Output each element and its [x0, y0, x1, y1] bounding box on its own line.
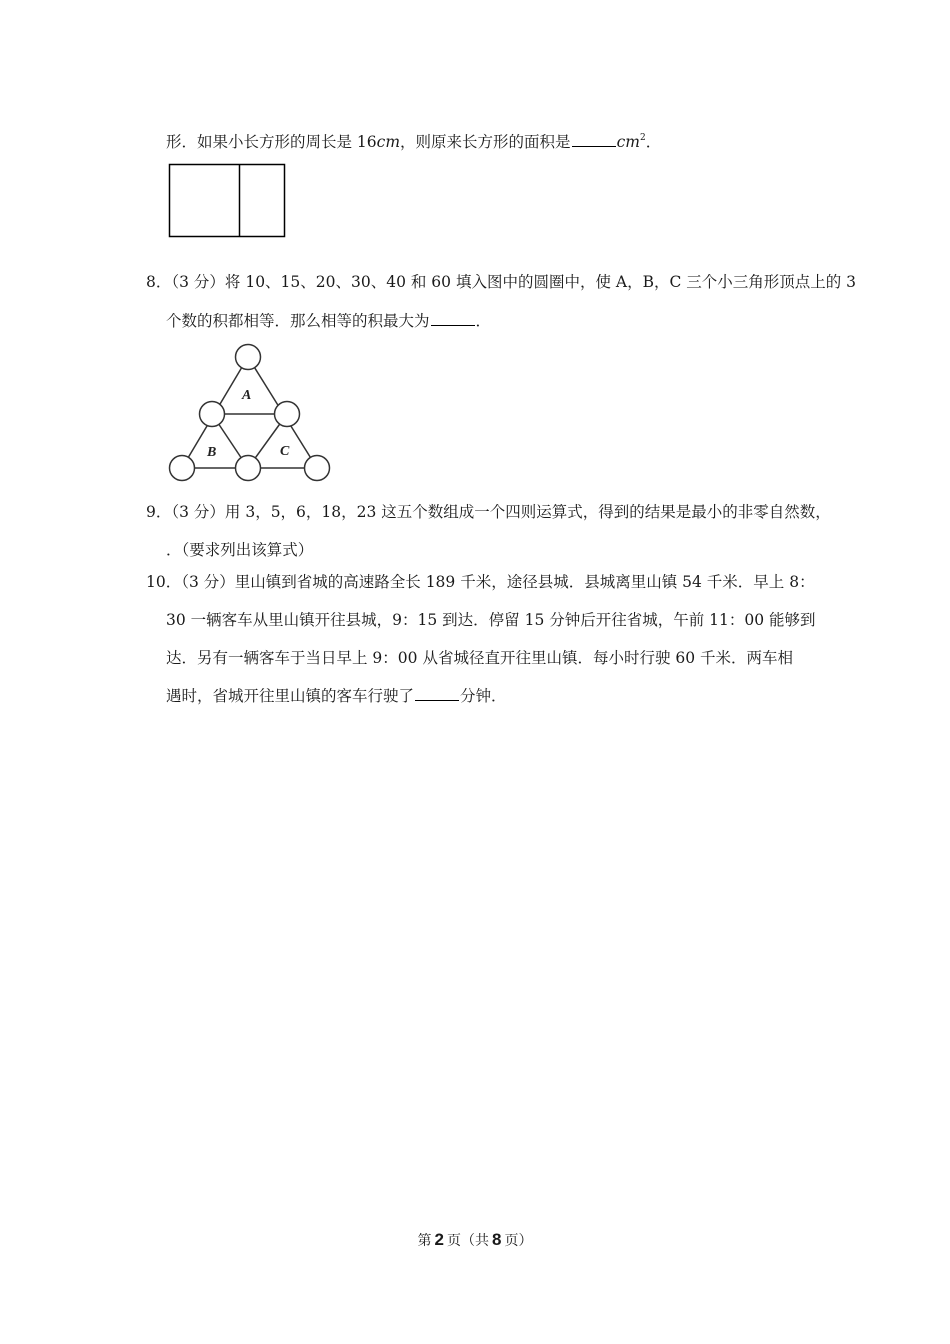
q8-line2 — [166, 311, 491, 331]
q7-text-mid: ，则原来长方形的面积是 — [400, 133, 571, 151]
circle-bottom-right — [305, 456, 330, 481]
footer-suffix: 页） — [504, 1233, 533, 1249]
circle-mid-right — [275, 402, 300, 427]
q9-line1: 9．（3 分）用 3，5，6，18，23 这五个数组成一个四则运算式，得到的结果是最小的非零自然数， — [146, 503, 831, 521]
q10-line3: 达．另有一辆客车于当日早上 9：00 从省城径直开往里山镇．每小时行驶 60 千米．两车相 — [166, 649, 794, 667]
q10-line4-end: 分钟． — [460, 687, 507, 705]
q7-end: ． — [645, 133, 662, 151]
footer-prefix: 第 — [417, 1233, 432, 1249]
q7-unit: cm — [376, 133, 401, 151]
circle-bottom-left — [170, 456, 195, 481]
q10-line1: 10．（3 分）里山镇到省城的高速路全长 189 千米，途径县城．县城离里山镇 54 千米．早上 8： — [146, 573, 815, 591]
q7-text-before: 形．如果小长方形的周长是 16 — [166, 133, 377, 151]
q8-line2-text: 个数的积都相等．那么相等的积最大为 — [166, 312, 430, 330]
q10-line4-text: 遇时，省城开往里山镇的客车行驶了 — [166, 687, 415, 705]
label-a: A — [242, 388, 252, 403]
q8-line2-end: ． — [475, 312, 492, 330]
q7-exponent: 2 — [639, 133, 646, 143]
label-c: C — [280, 444, 290, 459]
footer-mid: 页（共 — [447, 1233, 489, 1249]
outer-rectangle — [170, 165, 285, 237]
q8-triangle-figure — [166, 342, 336, 486]
current-page-number: 2 — [434, 1230, 444, 1249]
q7-text — [166, 128, 661, 152]
q7-unit-2: cm — [616, 133, 640, 151]
label-b: B — [207, 445, 217, 460]
q8-answer-blank — [431, 311, 475, 326]
q10-line4 — [166, 686, 507, 706]
q7-answer-blank — [572, 132, 616, 147]
q10-answer-blank — [415, 686, 459, 701]
circle-top — [236, 345, 261, 370]
q10-line2: 30 一辆客车从里山镇开往县城，9：15 到达．停留 15 分钟后开往省城，午前 11：00 能够到 — [166, 611, 816, 629]
q7-rectangle-figure — [168, 162, 288, 240]
q9-line2: ．（要求列出该算式） — [166, 541, 314, 559]
total-page-number: 8 — [492, 1230, 502, 1249]
page-footer — [0, 1230, 950, 1250]
q8-line1: 8．（3 分）将 10、15、20、30、40 和 60 填入图中的圆圈中，使 A，B，C 三个小三角形顶点上的 3 — [146, 273, 857, 291]
circle-mid-left — [200, 402, 225, 427]
circle-bottom-middle — [236, 456, 261, 481]
